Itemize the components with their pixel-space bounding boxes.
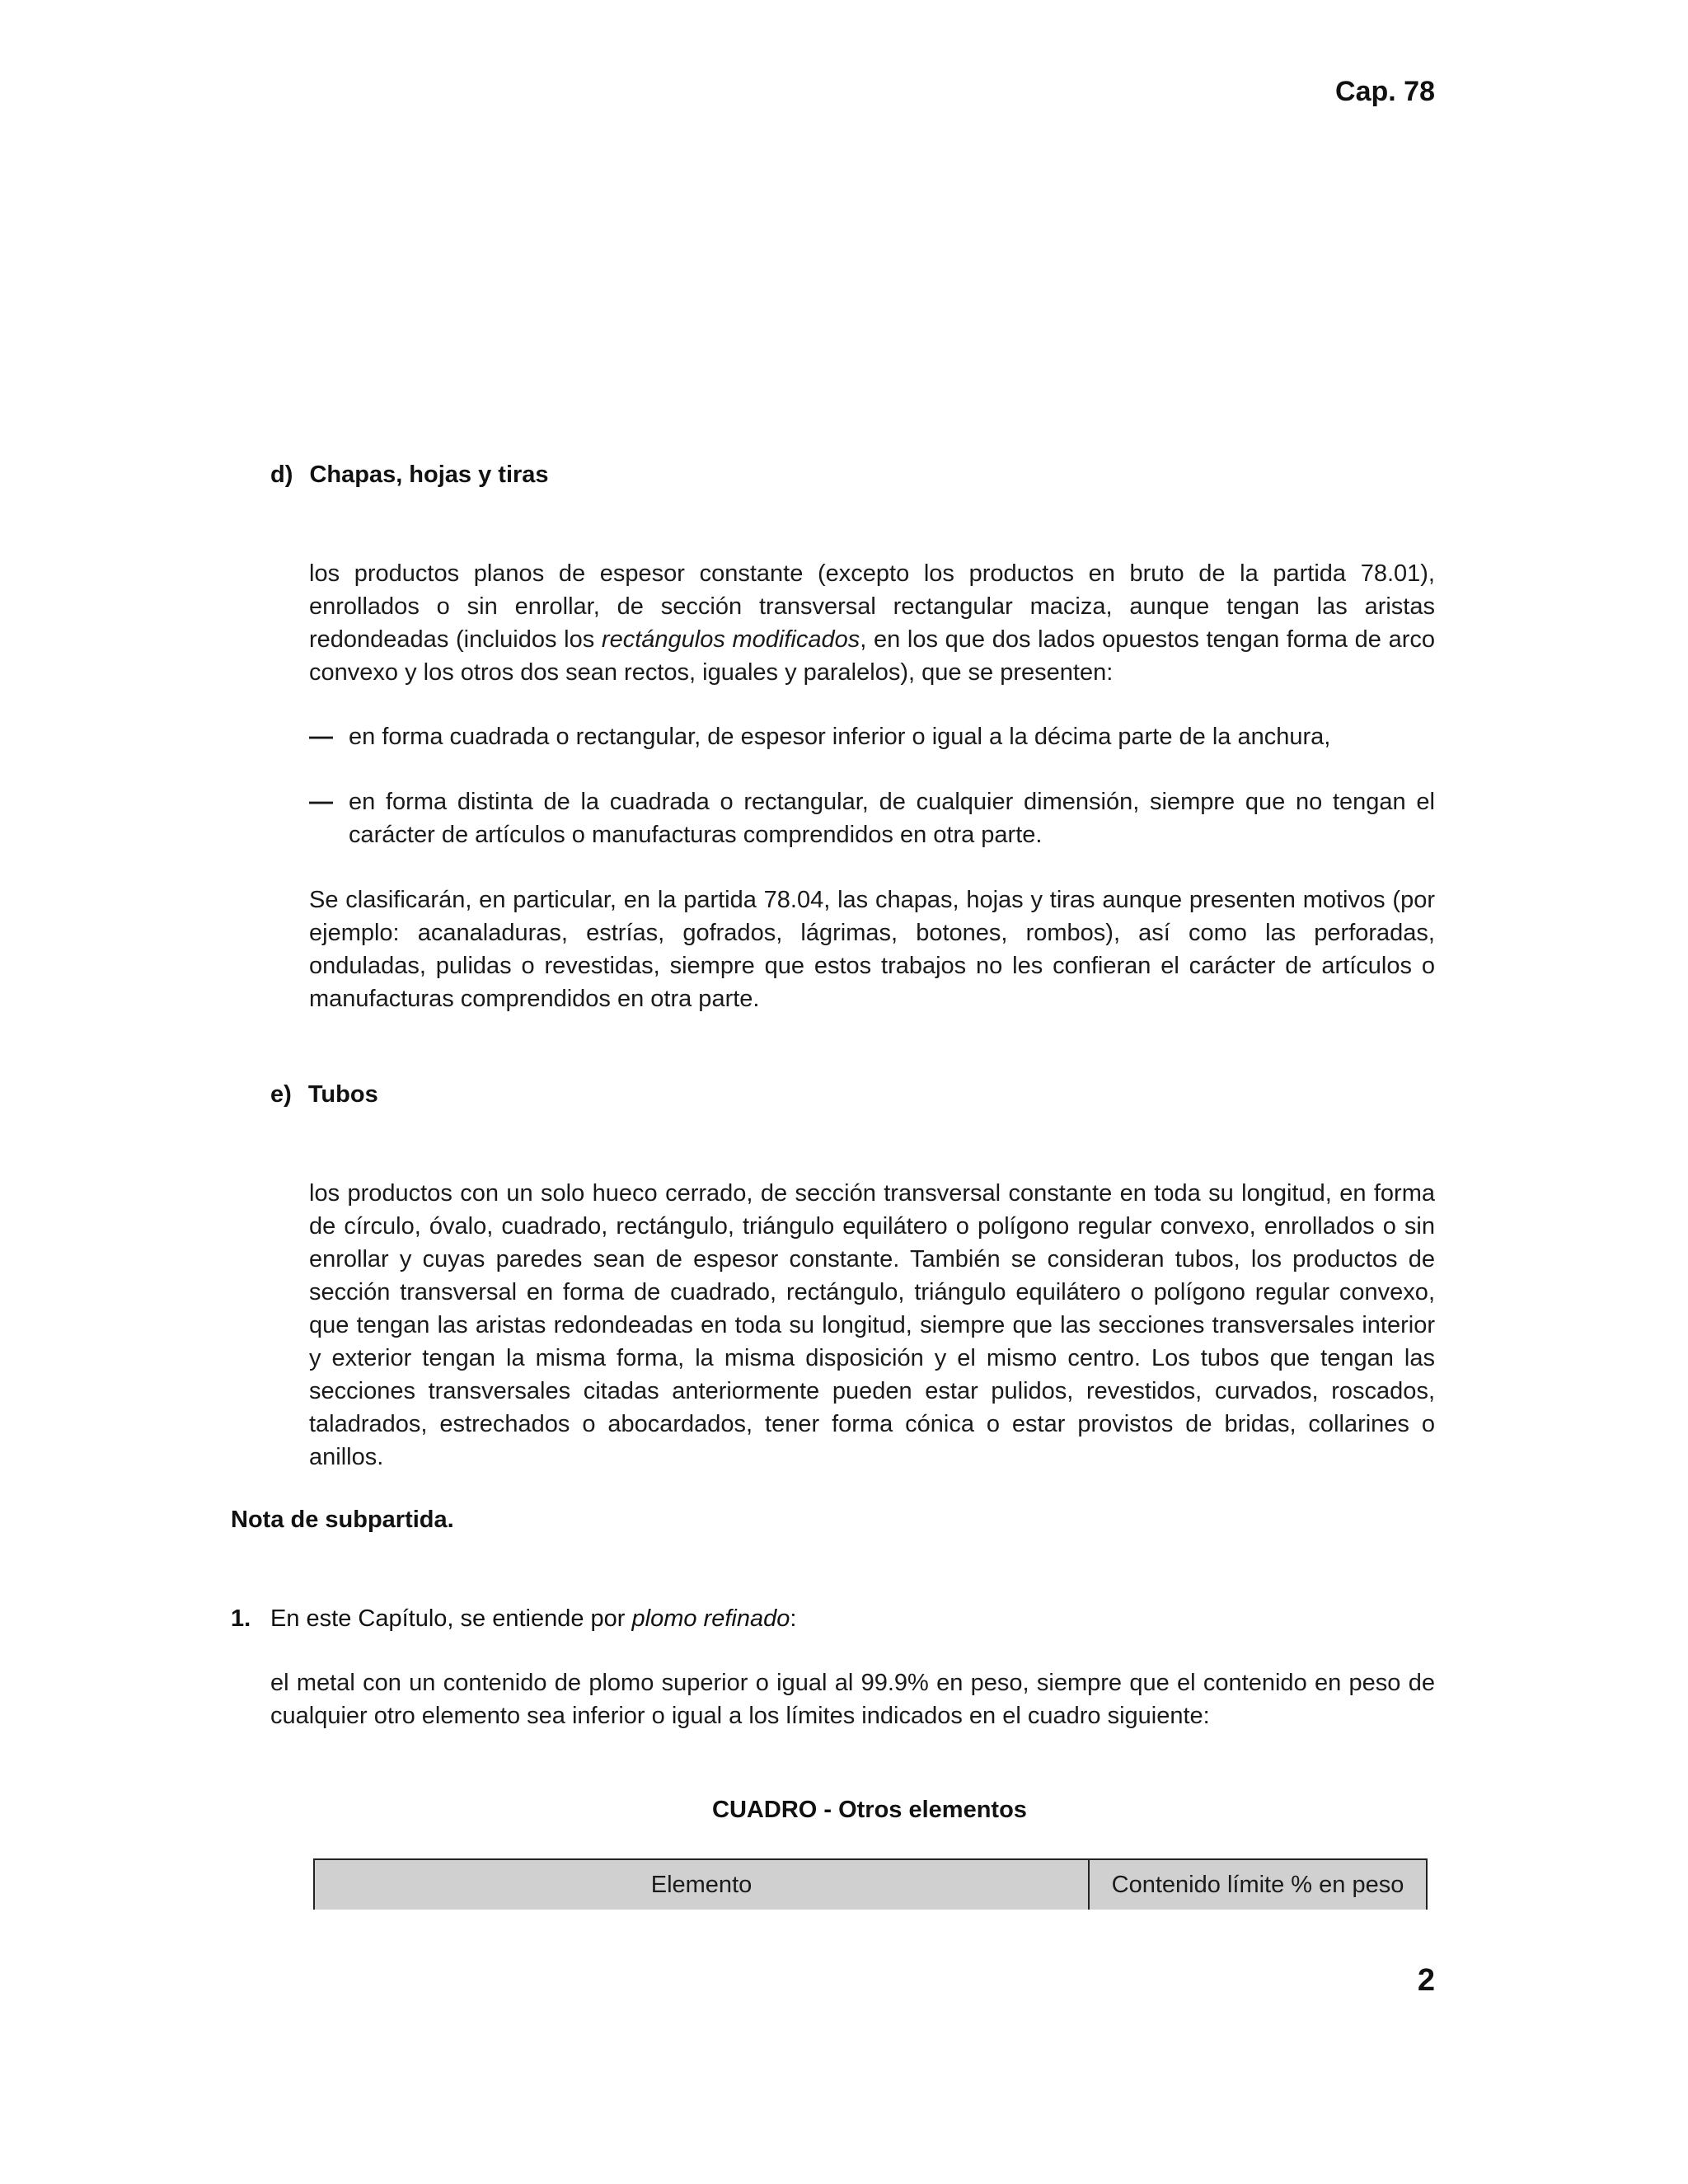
section-d-letter: d) <box>270 462 293 488</box>
table-title: CUADRO - Otros elementos <box>712 1797 1027 1823</box>
section-d-intro-italic: rectángulos modificados <box>601 626 860 653</box>
subheading-note-title: Nota de subpartida. <box>231 1507 454 1533</box>
section-d-intro: los productos planos de espesor constante (excepto los productos en bruto de la partida 78.01), enrollados o sin enrollar, de sección transversal rectangular maciza, aunque tengan las aristas redondeadas (incluidos los rectángulos modificados, en los que dos lados opuestos tengan forma de arco convexo y los otros dos sean rectos, iguales y paralelos), que se presenten: <box>309 560 1436 686</box>
page-number: 2 <box>1417 1963 1435 1998</box>
cuadro-table <box>313 1858 1428 1910</box>
note-item-text: En este Capítulo, se entiende por plomo refinado: <box>270 1605 797 1632</box>
section-e-heading <box>270 1081 378 1108</box>
table-header-row <box>314 1859 1427 1910</box>
note-definition: el metal con un contenido de plomo superior o igual al 99.9% en peso, siempre que el contenido en peso de cualquier otro elemento sea inferior o igual a los límites indicados en el cuadro siguiente: <box>270 1670 1435 1729</box>
dash-marker: — <box>309 789 333 815</box>
chapter-header: Cap. 78 <box>1335 76 1435 107</box>
column-header-elemento: Elemento <box>314 1859 1089 1910</box>
dash-marker: — <box>309 724 333 750</box>
note-item-number: 1. <box>231 1605 251 1632</box>
section-d-heading <box>270 462 549 489</box>
section-d-title: Chapas, hojas y tiras <box>309 462 549 488</box>
section-e-letter: e) <box>270 1081 292 1108</box>
bullet-text: en forma cuadrada o rectangular, de espesor inferior o igual a la décima parte de la anchura, <box>349 724 1331 750</box>
section-d-classification: Se clasificarán, en particular, en la partida 78.04, las chapas, hojas y tiras aunque presenten motivos (por ejemplo: acanaladuras, estrías, gofrados, lágrimas, botones, rombos), así como las perforadas, onduladas, pulidas o revestidas, siempre que estos trabajos no les confieran el carácter de artículos o manufacturas comprendidos en otra parte. <box>309 887 1435 1012</box>
section-d-bullet <box>309 785 1435 851</box>
section-e-title: Tubos <box>307 1081 378 1108</box>
note-item-italic: plomo refinado <box>631 1605 790 1632</box>
section-d-bullet <box>309 720 1435 753</box>
note-item <box>231 1602 1435 1635</box>
section-e-text: los productos con un solo hueco cerrado, de sección transversal constante en toda su longitud, en forma de círculo, óvalo, cuadrado, rectángulo, triángulo equilátero o polígono regular convexo, enrollados o sin enrollar y cuyas paredes sean de espesor constante. También se consideran tubos, los productos de sección transversal en forma de cuadrado, rectángulo, triángulo equilátero o polígono regular convexo, que tengan las aristas redondeadas en toda su longitud, siempre que las secciones transversales interior y exterior tengan la misma forma, la misma disposición y el mismo centro. Los tubos que tengan las secciones transversales citadas anteriormente pueden estar pulidos, revestidos, curvados, roscados, taladrados, estrechados o abocardados, tener forma cónica o estar provistos de bridas, collarines o anillos. <box>309 1180 1435 1470</box>
column-header-contenido: Contenido límite % en peso <box>1089 1859 1427 1910</box>
bullet-text: en forma distinta de la cuadrada o rectangular, de cualquier dimensión, siempre que no tengan el carácter de artículos o manufacturas comprendidos en otra parte. <box>349 789 1435 848</box>
